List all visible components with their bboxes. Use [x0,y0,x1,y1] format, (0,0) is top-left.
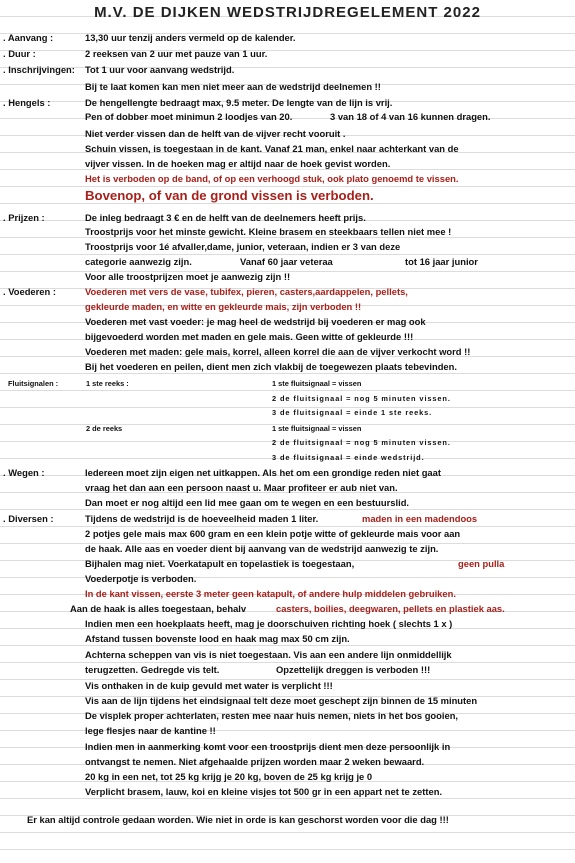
text-line: 2 potjes gele mais max 600 gram en een klein potje witte of gekleurde mais voor aan [85,528,461,539]
label-fluitsignalen: Fluitsignalen : [8,379,59,388]
text-line: Tot 1 uur voor aanvang wedstrijd. [85,64,235,75]
signal-line: 1 ste fluitsignaal = vissen [272,424,362,433]
text-line: categorie aanwezig zijn. [85,256,192,267]
text-line: 3 van 18 of 4 van 16 kunnen dragen. [330,111,491,122]
warning-heading: Bovenop, of van de grond vissen is verboden. [85,188,374,203]
text-line: Vis aan de lijn tijdens het eindsignaal telt deze moet geschept zijn binnen de 15 minuten [85,695,478,706]
text-line: Bij het voederen en peilen, dient men zich vlakbij de toegewezen plaats tebevinden. [85,361,457,372]
text-line: Afstand tussen bovenste lood en haak mag max 50 cm zijn. [85,633,350,644]
text-line: Iedereen moet zijn eigen net uitkappen. Als het om een grondige reden niet gaat [85,467,441,478]
text-line: Tijdens de wedstrijd is de hoeveelheid maden 1 liter. [85,513,319,524]
text-line: Voor alle troostprijzen moet je aanwezig zijn !! [85,271,291,282]
label-prijzen: . Prijzen : [3,212,45,223]
text-line: Troostprijs voor 1é afvaller,dame, junior, veteraan, indien er 3 van deze [85,241,401,252]
signal-line: 3 de fluitsignaal = einde wedstrijd. [272,453,425,462]
warning-line: In de kant vissen, eerste 3 meter geen katapult, of andere hulp middelen gebruiken. [85,588,456,599]
label-aanvang: . Aanvang : [3,32,54,43]
text-line: terugzetten. Gedregde vis telt. [85,664,220,675]
text-line: Indien men een hoekplaats heeft, mag je doorschuiven richting hoek ( slechts 1 x ) [85,618,453,629]
text-line: De visplek proper achterlaten, resten mee naar huis nemen, niets in het bos gooien, [85,710,459,721]
text-line: Vis onthaken in de kuip gevuld met water is verplicht !!! [85,680,333,691]
label-duur: . Duur : [3,48,36,59]
text-line: Niet verder vissen dan de helft van de vijver recht vooruit . [85,128,346,139]
reeks-label: 2 de reeks [86,424,123,433]
text-line: Troostprijs voor het minste gewicht. Kleine brasem en steekbaars tellen niet mee ! [85,226,452,237]
signal-line: 3 de fluitsignaal = einde 1 ste reeks. [272,408,433,417]
text-line: Dan moet er nog altijd een lid mee gaan om te wegen en een bestuurslid. [85,497,410,508]
text-line: De hengellengte bedraagt max, 9.5 meter. De lengte van de lijn is vrij. [85,97,393,108]
warning-line: maden in een madendoos [362,513,478,524]
text-line: Schuin vissen, is toegestaan in de kant. Vanaf 21 man, enkel naar achterkant van de [85,143,459,154]
text-line: vraag het dan aan een persoon naast u. Maar profiteer er aub niet van. [85,482,398,493]
text-line: lege flesjes naar de kantine !! [85,725,216,736]
text-line: Vanaf 60 jaar veteraa [240,256,333,267]
signal-line: 2 de fluitsignaal = nog 5 minuten vissen. [272,394,451,403]
signal-line: 2 de fluitsignaal = nog 5 minuten vissen. [272,438,451,447]
label-voederen: . Voederen : [3,286,56,297]
warning-line: geen pulla [458,558,505,569]
page-title: M.V. DE DIJKEN WEDSTRIJDREGELEMENT 2022 [94,4,481,21]
text-line: 2 reeksen van 2 uur met pauze van 1 uur. [85,48,268,59]
text-line: Aan de haak is alles toegestaan, behalv [70,603,247,614]
text-line: Voederpotje is verboden. [85,573,197,584]
text-line: Achterna scheppen van vis is niet toegestaan. Vis aan een andere lijn onmiddellijk [85,649,452,660]
text-line: Voederen met maden: gele mais, korrel, alleen korrel die aan de vijver verkocht word !! [85,346,471,357]
label-inschrijvingen: . Inschrijvingen: [3,64,75,75]
text-line: Verplicht brasem, lauw, koi en kleine visjes tot 500 gr in een appart net te zetten. [85,786,443,797]
text-line: 13,30 uur tenzij anders vermeld op de kalender. [85,32,296,43]
label-wegen: . Wegen : [3,467,45,478]
warning-line: Voederen met vers de vase, tubifex, pieren, casters,aardappelen, pellets, [85,286,408,297]
signal-line: 1 ste fluitsignaal = vissen [272,379,362,388]
text-line: ontvangst te nemen. Niet afgehaalde prijzen worden maar 2 weken bewaard. [85,756,425,767]
text-line: De inleg bedraagt 3 € en de helft van de deelnemers heeft prijs. [85,212,366,223]
text-line: 20 kg in een net, tot 25 kg krijg je 20 kg, boven de 25 kg krijg je 0 [85,771,373,782]
text-line: Bijhalen mag niet. Voerkatapult en topelastiek is toegestaan, [85,558,355,569]
text-line: Pen of dobber moet minimun 2 loodjes van 20. [85,111,293,122]
reeks-label: 1 ste reeks : [86,379,129,388]
text-line: Indien men in aanmerking komt voor een troostprijs dient men deze persoonlijk in [85,741,451,752]
text-line: vijver vissen. In de hoeken mag er altijd naar de hoek gevist worden. [85,158,391,169]
text-line: bijgevoederd worden met maden en gele mais. Geen witte of gekleurde !!! [85,331,414,342]
label-diversen: . Diversen : [3,513,54,524]
text-line: de haak. Alle aas en voeder dient bij aanvang van de wedstrijd aanwezig te zijn. [85,543,439,554]
footer-note: Er kan altijd controle gedaan worden. Wie niet in orde is kan geschorst worden voor die dag !!! [27,814,449,825]
text-line: Opzettelijk dreggen is verboden !!! [276,664,431,675]
text-line: tot 16 jaar junior [405,256,478,267]
label-hengels: . Hengels : [3,97,51,108]
text-line: Voederen met vast voeder: je mag heel de wedstrijd bij voederen er mag ook [85,316,426,327]
text-line: Bij te laat komen kan men niet meer aan de wedstrijd deelnemen !! [85,81,381,92]
warning-line: casters, boilies, deegwaren, pellets en plastiek aas. [276,603,505,614]
warning-line: gekleurde maden, en witte en gekleurde mais, zijn verboden !! [85,301,362,312]
warning-line: Het is verboden op de band, of op een verhoogd stuk, ook plato genoemd te vissen. [85,173,459,184]
